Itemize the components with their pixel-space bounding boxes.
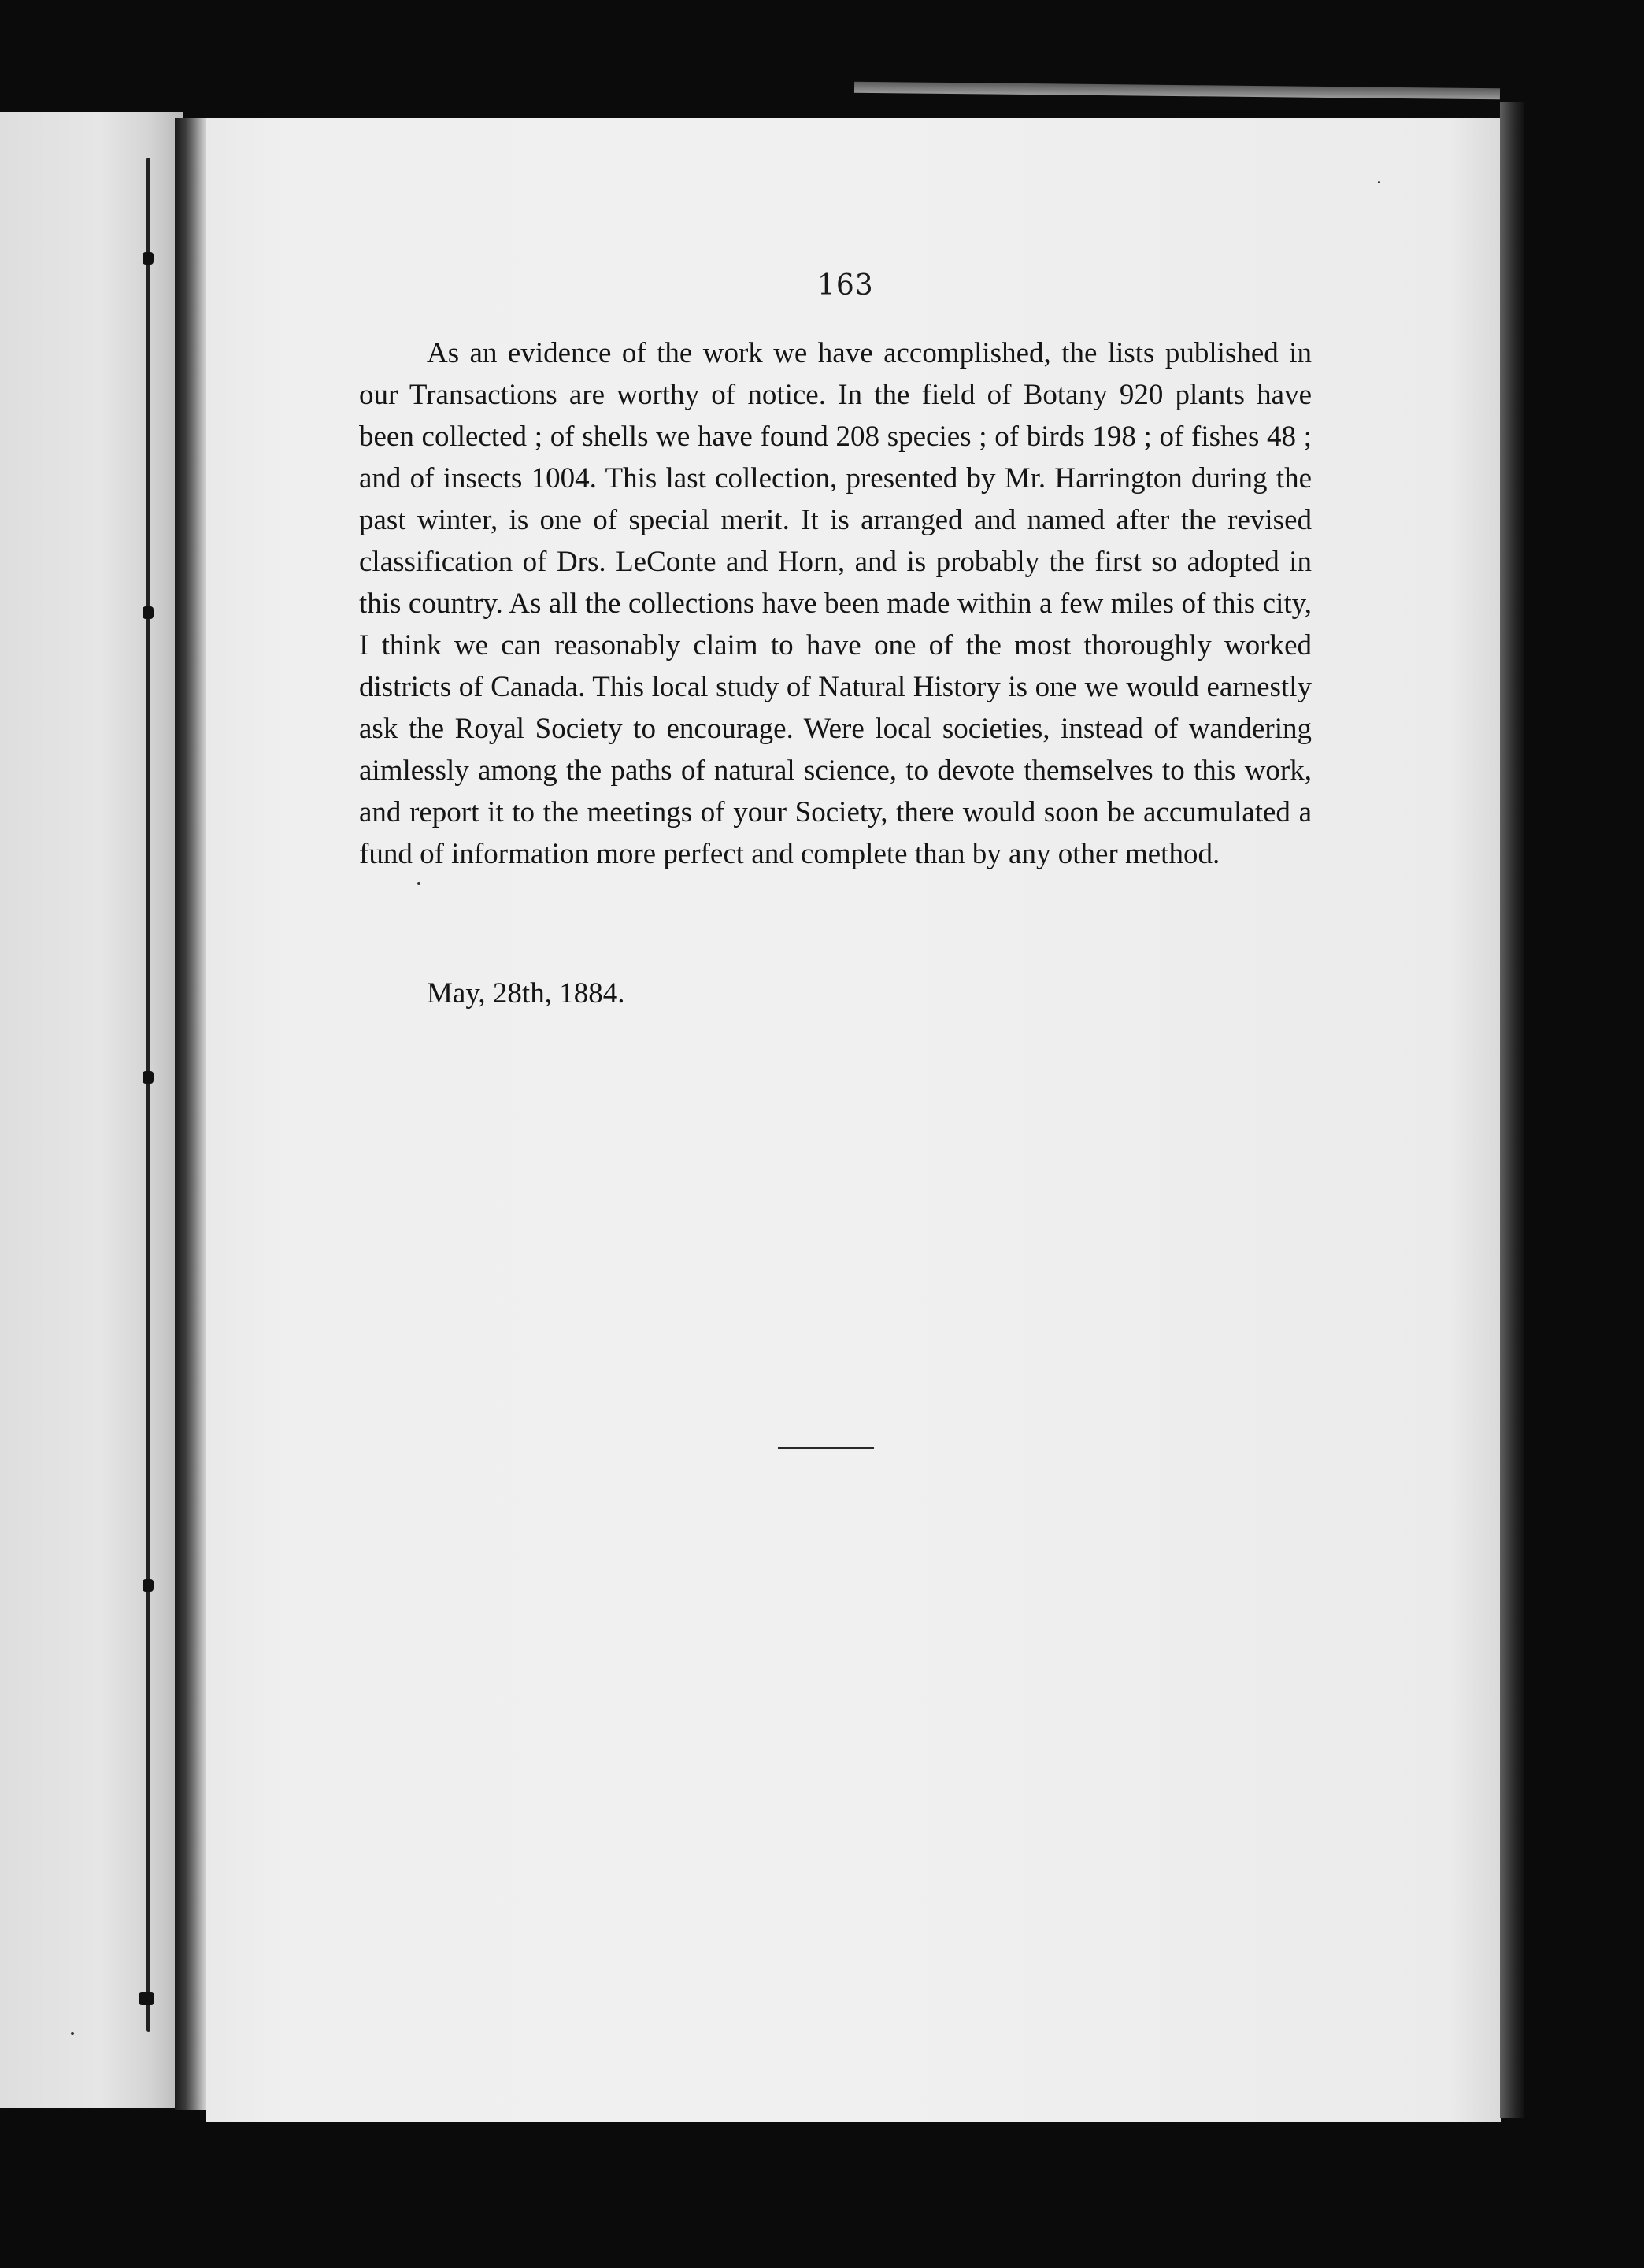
scan-speck	[71, 2032, 74, 2035]
binding-stitch	[143, 252, 154, 265]
binding-stitch	[143, 1071, 154, 1084]
facing-page	[0, 112, 183, 2108]
scan-speck	[417, 882, 420, 885]
paragraph: As an evidence of the work we have accomplished, the lists published in our Transactions are worthy of notice. In the field of Botany 920 plants have been collected ; of shells we have found 208 species ; of birds 198 ; of fishes 48 ; and of insects 1004. This last collection, presented by Mr. Harrington during the past winter, is one of special merit. It is arranged and named after the revised classification of Drs. LeConte and Horn, and is probably the first so adopted in this country. As all the collections have been made within a few miles of this city, I think we can reasonably claim to have one of the most thoroughly worked districts of Canada. This local study of Natural History is one we would earnestly ask the Royal Society to encourage. Were local societies, instead of wandering aimlessly among the paths of natural science, to devote themselves to this work, and report it to the meetings of your Society, there would soon be accumulated a fund of information more perfect and complete than by any other method.	[359, 337, 1312, 870]
page-number: 163	[817, 269, 874, 302]
binding-thread	[146, 158, 150, 2032]
date-line: May, 28th, 1884.	[427, 977, 625, 1010]
book-gutter	[175, 118, 209, 2110]
body-text	[359, 332, 1312, 875]
binding-stitch	[143, 1579, 154, 1592]
section-rule	[778, 1447, 874, 1449]
binding-stitch	[139, 1992, 154, 2005]
scan-speck	[1378, 181, 1380, 183]
binding-stitch	[143, 606, 154, 619]
book-edge-strip	[854, 82, 1500, 100]
page-edge	[1500, 102, 1524, 2118]
